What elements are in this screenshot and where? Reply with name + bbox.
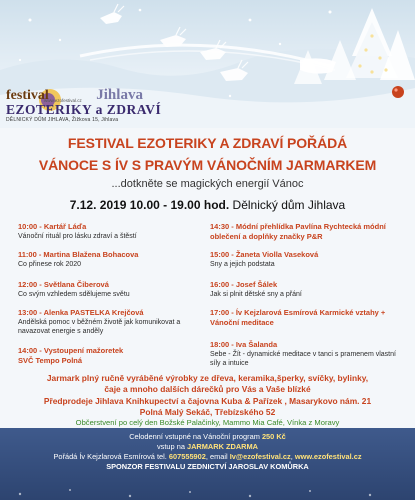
program-desc: Andělská pomoc v běžném životě jak komunikovat a navazovat energie s anděly [18, 318, 181, 335]
program-time: 15:00 - Žaneta Violla Vaseková [210, 250, 319, 259]
email-link[interactable]: Iv@ezofestival.cz [229, 452, 291, 461]
program-desc: Sebe - Žít - dynamické meditace v tanci s pramenem vlastní síly a intuice [210, 350, 396, 367]
footer-jarmark-line [0, 442, 415, 452]
email-label: , email [205, 452, 230, 461]
website-link[interactable]: www.ezofestival.cz [294, 452, 362, 461]
jarmark-free: JARMARK ZDARMA [186, 442, 259, 451]
program-desc: SVČ Tempo Polná [18, 355, 83, 365]
logo-festival-word: festival [6, 88, 49, 103]
jarmark-entry-label: vstup na [156, 442, 187, 451]
price-value: 250 Kč [261, 432, 286, 441]
program-time: 10:00 - Kartář Láďa [18, 222, 87, 231]
organizer-title: FESTIVAL EZOTERIKY A ZDRAVÍ POŘÁDÁ [67, 135, 348, 151]
footer-banner [0, 428, 415, 500]
title-block [0, 134, 415, 213]
program-desc: Sny a jejich podstata [210, 260, 275, 268]
program-time: 14:00 - Vystoupení mažoretek [18, 346, 124, 355]
program-time: 11:00 - Martina Blažena Bohacova [18, 250, 139, 259]
program-item [210, 250, 405, 269]
logo-city: Jihlava [96, 87, 143, 103]
footer-price-line [0, 432, 415, 442]
event-date: 7.12. 2019 10.00 - 19.00 hod. [69, 198, 230, 212]
header-banner [0, 0, 415, 128]
phone-number[interactable]: 607555902 [168, 452, 206, 461]
program-item [18, 346, 218, 365]
sponsor-line: SPONZOR FESTIVALU ZEDNICTVÍ JAROSLAV KOMŮRKA [106, 462, 309, 471]
snow-decoration [0, 486, 415, 500]
program-item [210, 308, 405, 327]
presale-line2: Polná Malý Sekáč, Třebízského 52 [139, 407, 276, 417]
event-tagline: ...dotkněte se magických energií Vánoc [111, 178, 304, 190]
program-item [210, 280, 405, 299]
event-date-place [0, 197, 415, 213]
event-title: VÁNOCE S ÍV S PRAVÝM VÁNOČNÍM JARMARKEM [38, 157, 377, 173]
jarmark-line1: Jarmark plný ručně vyráběné výrobky ze dřeva, keramika,šperky, svíčky, bylinky, [46, 373, 369, 383]
program-time: 18:00 - Iva Šalanda [210, 340, 278, 349]
presale-line1: Předprodeje Jihlava Knihkupectví a čajovna Kuba & Pařízek , Masarykovo nám. 21 [43, 396, 372, 406]
price-label: Celodenní vstupné na Vánoční program [129, 432, 262, 441]
logo-address: DĚLNICKÝ DŮM JIHLAVA, Žižkova 15, Jihlava [6, 117, 119, 123]
program-time: 16:00 - Josef Šálek [210, 280, 278, 289]
program-desc: Co svým vzhledem sdělujeme světu [18, 290, 130, 298]
program-item [210, 340, 405, 368]
festival-logo [6, 88, 196, 123]
program-time: 17:00 - Ív Kejzlarová Esmírová Karmické vztahy + Vánoční meditace [210, 308, 386, 327]
program-desc: Jak si plnit dětské sny a přání [210, 290, 302, 298]
jarmark-line2: čaje a mnoho dalších dárečků pro Vás a Vaše blízké [104, 384, 311, 394]
separator: , [290, 452, 295, 461]
logo-url: www.ezofestival.cz [44, 98, 82, 103]
program-time: 13:00 - Alenka PASTELKA Krejčová [18, 308, 144, 317]
program-item [18, 308, 206, 336]
program-item [18, 280, 218, 299]
program-item [210, 222, 405, 241]
footer-contact-line [0, 452, 415, 462]
program-item [18, 222, 218, 241]
organizer-label: Pořádá Ív Kejzlarová Esmírová tel. [53, 452, 169, 461]
program-desc: Vánoční rituál pro lásku zdraví a štěstí [18, 232, 137, 240]
program-desc: Co přinese rok 2020 [18, 260, 82, 268]
program-item [18, 250, 218, 269]
logo-title: EZOTERIKY a ZDRAVÍ [6, 102, 162, 117]
program-time: 12:00 - Světlana Čiberová [18, 280, 109, 289]
refreshments-line: Občerstvení po celý den Božské Palačinky, Mammo Mia Café, Vínka z Moravy [75, 418, 340, 427]
event-place: Dělnický dům Jihlava [229, 198, 346, 212]
program-time: 14:30 - Módní přehlídka Pavlína Rychtecká módní oblečení a doplňky značky P&R [210, 222, 386, 241]
